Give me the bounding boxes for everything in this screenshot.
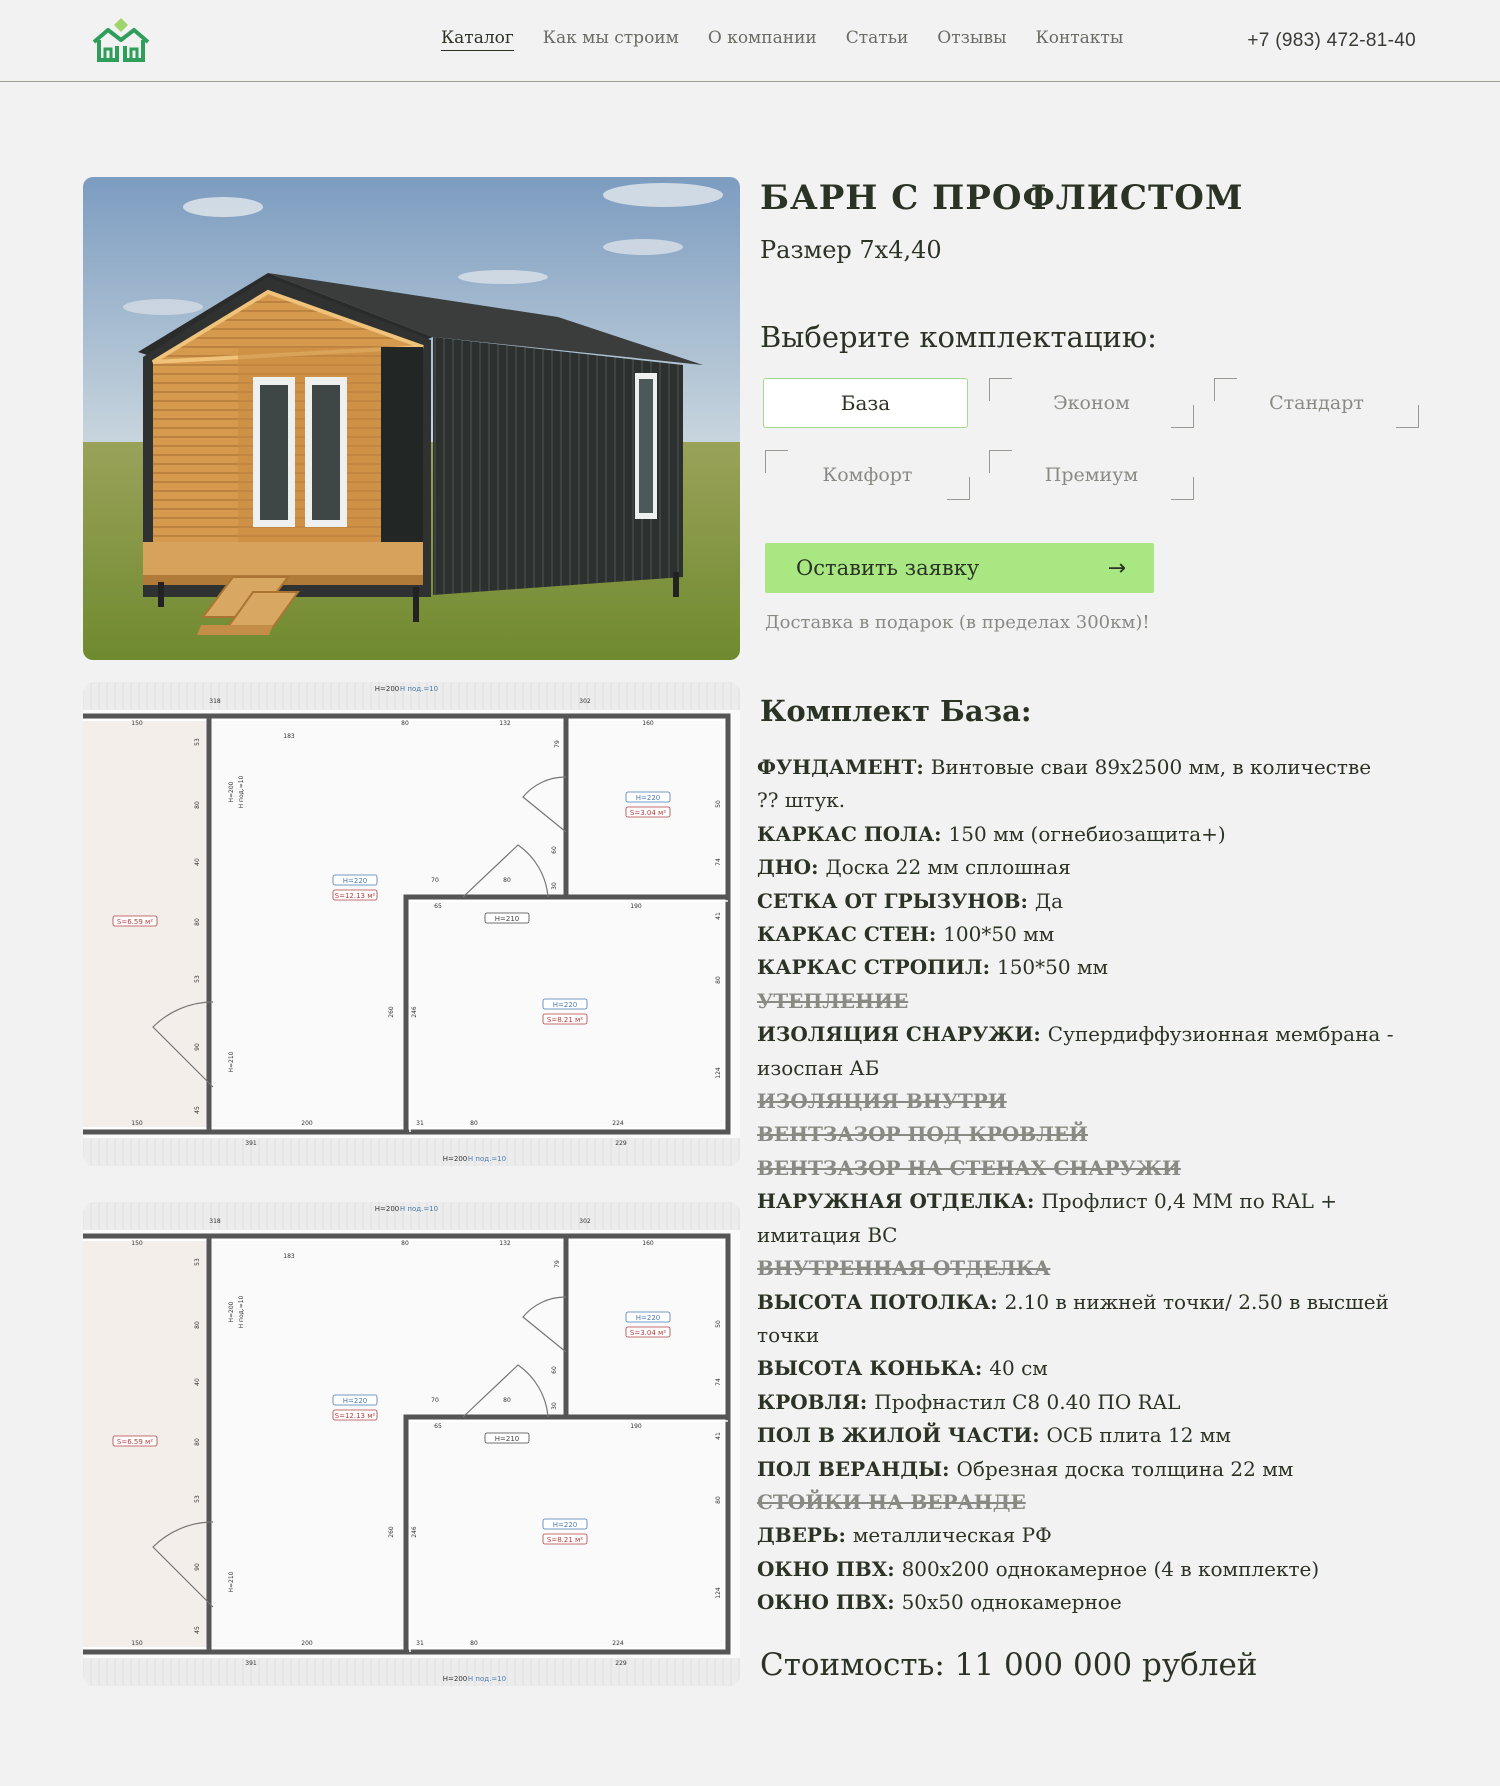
side-dimension-label: 50 [715, 1320, 722, 1328]
spec-value: 150 мм (огнебиозащита+) [948, 821, 1226, 846]
side-dimension-label: 65 [434, 1423, 442, 1430]
spec-value: металлическая РФ [852, 1523, 1052, 1548]
spec-key: ВЕНТЗАЗОР НА СТЕНАХ СНАРУЖИ [757, 1155, 1181, 1180]
spec-key: ПОЛ В ЖИЛОЙ ЧАСТИ [757, 1423, 1033, 1448]
side-dimension-label: 90 [194, 1563, 201, 1571]
main-nav [441, 28, 1123, 51]
side-dimension-label: 79 [554, 740, 561, 748]
nav-contacts[interactable]: Контакты [1035, 28, 1124, 48]
height-label: H=200 [442, 1675, 468, 1683]
floor-height-label: H под.=10 [399, 1205, 439, 1213]
room-area-label: S=8.21 м² [546, 1016, 584, 1024]
side-dimension-label: 79 [554, 1260, 561, 1268]
option-premium-button[interactable]: Премиум [989, 450, 1194, 500]
nav-reviews[interactable]: Отзывы [937, 28, 1007, 48]
spec-separator: : [916, 755, 931, 779]
spec-key: ОКНО ПВХ [757, 1590, 888, 1615]
side-dimension-label: 80 [194, 1438, 201, 1446]
spec-value: 2.10 в нижней точки/ 2.50 в высшей точки [757, 1289, 1389, 1347]
side-dimension-label: 40 [194, 858, 201, 866]
side-dimension-label: 30 [551, 882, 558, 890]
arrow-right-icon: → [1107, 555, 1126, 581]
spec-item [757, 1553, 1397, 1586]
side-dimension-label: 45 [194, 1626, 201, 1634]
spec-key: СЕТКА ОТ ГРЫЗУНОВ [757, 888, 1021, 913]
side-dimension-label: 60 [551, 1366, 558, 1374]
kit-title: Комплект База: [760, 694, 1032, 728]
spec-item [757, 751, 1397, 818]
spec-key: ВНУТРЕННАЯ ОТДЕЛКА [757, 1256, 1051, 1281]
dimension-label: 150 [131, 720, 143, 727]
floor-height-label: H под.=10 [467, 1155, 507, 1163]
side-dimension-label: 70 [431, 877, 439, 884]
product-price: Стоимость: 11 000 000 рублей [760, 1647, 1258, 1683]
floor-plan-image[interactable] [83, 682, 740, 1166]
floor-height-label: H под.=10 [467, 1675, 507, 1683]
side-dimension-label: 80 [194, 801, 201, 809]
spec-value: 150*50 мм [996, 955, 1109, 980]
side-dimension-label: H=200 [228, 781, 235, 803]
spec-item [757, 1018, 1397, 1085]
side-dimension-label: H под.=10 [238, 775, 245, 809]
side-dimension-label: 190 [630, 903, 642, 910]
spec-separator: : [974, 1356, 990, 1381]
spec-separator: : [942, 1456, 957, 1481]
plan-ruler-bottom [83, 1658, 740, 1686]
spec-item [757, 1453, 1397, 1486]
submit-request-label: Оставить заявку [796, 556, 980, 580]
side-dimension-label: 60 [551, 846, 558, 854]
spec-separator: : [1020, 888, 1035, 913]
side-dimension-label: 53 [194, 738, 201, 746]
spec-value: 50х50 однокамерное [901, 1590, 1122, 1615]
spec-value: Винтовые сваи 89х2500 мм, в количестве ?? штук. [757, 755, 1372, 813]
spec-key: ДНО [757, 855, 812, 880]
side-dimension-label: 80 [194, 1321, 201, 1329]
floor-plan-drawing [83, 682, 740, 1166]
site-header [0, 0, 1500, 82]
side-dimension-label: 124 [715, 1067, 722, 1079]
room-height-label: H=220 [342, 877, 368, 885]
room-area-label: S=12.13 м² [334, 1412, 376, 1420]
dimension-label: 80 [470, 1120, 478, 1127]
room-height-label: H=220 [552, 1521, 578, 1529]
spec-item [757, 1519, 1397, 1552]
spec-item [757, 1586, 1397, 1619]
spec-value: Доска 22 мм сплошная [825, 855, 1071, 880]
side-dimension-label: 53 [194, 1258, 201, 1266]
spec-item [757, 851, 1397, 884]
room-height-label: H=220 [635, 1314, 661, 1322]
dimension-label: 132 [499, 720, 511, 727]
dimension-label: 224 [612, 1640, 624, 1647]
spec-item [757, 1352, 1397, 1385]
spec-value: Обрезная доска толщина 22 мм [956, 1456, 1294, 1481]
dimension-label: 31 [416, 1120, 424, 1127]
side-dimension-label: 260 [388, 1006, 395, 1018]
spec-separator: : [887, 1556, 902, 1581]
side-dimension-label: 40 [194, 1378, 201, 1386]
dimension-label: 200 [301, 1640, 313, 1647]
house-logo-icon[interactable] [90, 16, 152, 64]
spec-separator: : [1026, 1189, 1042, 1214]
spec-key: ФУНДАМЕНТ [757, 755, 917, 779]
submit-request-button[interactable] [765, 543, 1154, 593]
room-height-label: H=220 [635, 794, 661, 802]
spec-item [757, 918, 1397, 951]
spec-separator: : [838, 1523, 853, 1548]
side-dimension-label: H=210 [228, 1051, 235, 1073]
spec-item [757, 1152, 1397, 1185]
side-dimension-label: 74 [715, 1378, 722, 1386]
spec-key: ДВЕРЬ [757, 1523, 839, 1548]
spec-key: ОКНО ПВХ [757, 1556, 888, 1581]
spec-item [757, 1085, 1397, 1118]
spec-separator: : [887, 1590, 902, 1615]
side-dimension-label: H=210 [228, 1571, 235, 1593]
spec-separator: : [934, 821, 949, 846]
option-baza-button[interactable]: База [763, 378, 968, 428]
side-dimension-label: 41 [715, 1432, 722, 1440]
room-area-label: S=8.21 м² [546, 1536, 584, 1544]
dimension-label: 302 [579, 698, 591, 705]
delivery-note: Доставка в подарок (в пределах 300км)! [765, 612, 1150, 633]
side-dimension-label: 80 [503, 1397, 511, 1404]
side-dimension-label: 53 [194, 975, 201, 983]
side-dimension-label: 45 [194, 1106, 201, 1114]
spec-separator: : [859, 1389, 875, 1414]
spec-key: ВЫСОТА ПОТОЛКА [757, 1289, 991, 1314]
spec-separator: : [990, 1289, 1005, 1314]
spec-key: ВЫСОТА КОНЬКА [757, 1356, 975, 1381]
spec-key: ИЗОЛЯЦИЯ СНАРУЖИ [757, 1022, 1034, 1047]
nav-articles[interactable]: Статьи [845, 28, 909, 48]
spec-key: КАРКАС СТЕН [757, 922, 929, 947]
spec-separator: : [982, 955, 997, 980]
option-komfort-button[interactable]: Комфорт [765, 450, 970, 500]
side-dimension-label: 30 [551, 1402, 558, 1410]
spec-key: НАРУЖНАЯ ОТДЕЛКА [757, 1189, 1027, 1214]
spec-value: ОСБ плита 12 мм [1046, 1423, 1231, 1448]
dimension-label: 318 [209, 698, 221, 705]
spec-item [757, 1386, 1397, 1419]
dimension-label: 31 [416, 1640, 424, 1647]
dimension-label: 229 [615, 1660, 627, 1667]
side-dimension-label: 80 [715, 976, 722, 984]
side-dimension-label: 90 [194, 1043, 201, 1051]
veranda-area-label: S=6.59 м² [116, 1438, 154, 1446]
height-label: H=200 [442, 1155, 468, 1163]
dimension-label: 80 [401, 1240, 409, 1247]
height-label: H=200 [374, 685, 400, 693]
spec-value: 800х200 однокамерное (4 в комплекте) [901, 1556, 1320, 1581]
spec-item [757, 1118, 1397, 1151]
dimension-label: 150 [131, 1240, 143, 1247]
door-height-label: H=210 [494, 915, 520, 923]
spec-key: ВЕНТЗАЗОР ПОД КРОВЛЕЙ [757, 1122, 1088, 1147]
side-dimension-label: 74 [715, 858, 722, 866]
side-dimension-label: 260 [388, 1526, 395, 1538]
spec-item [757, 1252, 1397, 1285]
dimension-label: 183 [283, 733, 295, 740]
spec-item [757, 885, 1397, 918]
door-height-label: H=210 [494, 1435, 520, 1443]
product-title: БАРН С ПРОФЛИСТОМ [760, 178, 1244, 218]
veranda-area-label: S=6.59 м² [116, 918, 154, 926]
room-area-label: S=12.13 м² [334, 892, 376, 900]
side-dimension-label: H=200 [228, 1301, 235, 1323]
dimension-label: 80 [470, 1640, 478, 1647]
side-dimension-label: 70 [431, 1397, 439, 1404]
side-dimension-label: H под.=10 [238, 1295, 245, 1329]
spec-item [757, 818, 1397, 851]
dimension-label: 391 [245, 1140, 257, 1147]
dimension-label: 229 [615, 1140, 627, 1147]
room-area-label: S=3.04 м² [629, 809, 667, 817]
side-dimension-label: 80 [715, 1496, 722, 1504]
option-standart-button[interactable]: Стандарт [1214, 378, 1419, 428]
spec-key: КРОВЛЯ [757, 1389, 860, 1414]
floor-plan-image-2[interactable] [83, 1202, 740, 1686]
room-area-label: S=3.04 м² [629, 1329, 667, 1337]
floor-plan-drawing-2 [83, 1202, 740, 1686]
spec-item [757, 1185, 1397, 1252]
spec-value: Профнастил С8 0.40 ПО RAL [874, 1389, 1181, 1414]
dimension-label: 150 [131, 1640, 143, 1647]
nav-how-we-build[interactable]: Как мы строим [542, 28, 679, 48]
spec-list [757, 751, 1397, 1620]
spec-value: 40 см [989, 1356, 1048, 1381]
room-height-label: H=220 [552, 1001, 578, 1009]
nav-catalog[interactable]: Каталог [441, 28, 514, 51]
spec-item [757, 1419, 1397, 1452]
dimension-label: 318 [209, 1218, 221, 1225]
spec-separator: : [928, 922, 944, 947]
dimension-label: 160 [642, 720, 654, 727]
plan-ruler-bottom [83, 1138, 740, 1166]
barn-house-image [83, 177, 740, 660]
spec-separator: : [811, 855, 826, 880]
height-label: H=200 [374, 1205, 400, 1213]
spec-key: КАРКАС СТРОПИЛ [757, 955, 983, 980]
spec-key: ИЗОЛЯЦИЯ ВНУТРИ [757, 1089, 1007, 1114]
dimension-label: 302 [579, 1218, 591, 1225]
spec-item [757, 1286, 1397, 1353]
option-ekonom-button[interactable]: Эконом [989, 378, 1194, 428]
spec-key: ПОЛ ВЕРАНДЫ [757, 1456, 943, 1481]
dimension-label: 150 [131, 1120, 143, 1127]
spec-key: КАРКАС ПОЛА [757, 821, 935, 846]
dimension-label: 80 [401, 720, 409, 727]
side-dimension-label: 53 [194, 1495, 201, 1503]
side-dimension-label: 80 [194, 918, 201, 926]
dimension-label: 160 [642, 1240, 654, 1247]
dimension-label: 132 [499, 1240, 511, 1247]
side-dimension-label: 190 [630, 1423, 642, 1430]
spec-key: УТЕПЛЕНИЕ [757, 988, 909, 1013]
side-dimension-label: 80 [503, 877, 511, 884]
product-size: Размер 7х4,40 [760, 236, 942, 264]
spec-separator: : [1032, 1423, 1047, 1448]
side-dimension-label: 246 [411, 1006, 418, 1018]
spec-value: 100*50 мм [943, 922, 1055, 947]
dimension-label: 224 [612, 1120, 624, 1127]
side-dimension-label: 124 [715, 1587, 722, 1599]
spec-value: Да [1034, 888, 1064, 913]
spec-key: СТОЙКИ НА ВЕРАНДЕ [757, 1489, 1026, 1514]
room-height-label: H=220 [342, 1397, 368, 1405]
product-photo[interactable] [83, 177, 740, 660]
dimension-label: 200 [301, 1120, 313, 1127]
side-dimension-label: 50 [715, 800, 722, 808]
spec-value: Супердиффузионная мембрана - изоспан АБ [757, 1022, 1394, 1080]
spec-item [757, 985, 1397, 1018]
configuration-heading: Выберите комплектацию: [760, 320, 1157, 354]
side-dimension-label: 65 [434, 903, 442, 910]
side-dimension-label: 41 [715, 912, 722, 920]
side-dimension-label: 246 [411, 1526, 418, 1538]
spec-separator: : [1033, 1022, 1048, 1047]
dimension-label: 391 [245, 1660, 257, 1667]
spec-item [757, 951, 1397, 984]
floor-height-label: H под.=10 [399, 685, 439, 693]
phone-number[interactable]: +7 (983) 472-81-40 [1247, 30, 1416, 51]
spec-item [757, 1486, 1397, 1519]
nav-about[interactable]: О компании [707, 28, 817, 48]
spec-value: Профлист 0,4 ММ по RAL + имитация ВС [757, 1189, 1338, 1247]
dimension-label: 183 [283, 1253, 295, 1260]
